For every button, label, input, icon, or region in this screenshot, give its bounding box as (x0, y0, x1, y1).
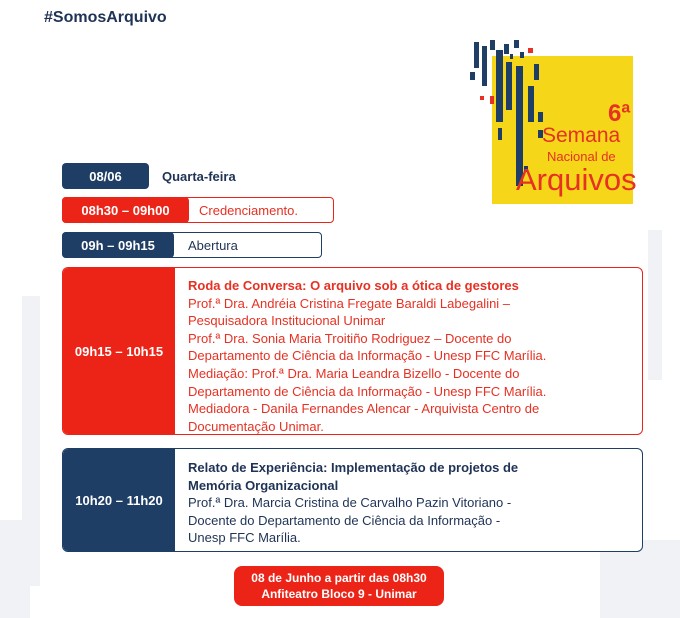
event-logo (462, 36, 662, 206)
abertura-label: Abertura (188, 238, 238, 253)
relato-title: Memória Organizacional (188, 477, 339, 493)
roda-line: Departamento de Ciência da Informação - Unesp FFC Marília. (188, 348, 547, 364)
hashtag: #SomosArquivo (44, 9, 167, 26)
logo-bar (520, 52, 524, 58)
relato-line: Docente do Departamento de Ciência da Informação - (188, 512, 501, 528)
logo-bar (504, 44, 509, 54)
logo-bar (538, 112, 543, 122)
logo-bar (470, 72, 475, 80)
relato-line: Unesp FFC Marília. (188, 530, 301, 546)
logo-bar (510, 54, 513, 59)
logo-bar (490, 40, 495, 50)
logo-bar (480, 96, 484, 100)
roda-line: Mediadora - Danila Fernandes Alencar - Arquivista Centro de (188, 401, 540, 417)
relato-time: 10h20 – 11h20 (63, 449, 175, 551)
background-decoration (0, 520, 30, 618)
relato-line: Prof.ª Dra. Marcia Cristina de Carvalho Pazin Vitoriano - (188, 495, 512, 511)
roda-title: Roda de Conversa: O arquivo sob a ótica de gestores (188, 278, 519, 293)
background-decoration (648, 230, 662, 380)
logo-bar (482, 46, 487, 86)
logo-word-arquivos: Arquivos (516, 162, 637, 197)
roda-line: Pesquisadora Institucional Unimar (188, 313, 386, 329)
logo-bar (514, 40, 519, 48)
roda-time: 09h15 – 10h15 (63, 268, 175, 434)
logo-bar (528, 48, 533, 53)
logo-bar (474, 42, 479, 68)
logo-bar (496, 50, 503, 122)
logo-bar (490, 96, 494, 104)
roda-line: Documentação Unimar. (188, 418, 324, 434)
relato-de-experiencia-block (62, 448, 643, 552)
roda-de-conversa-block (62, 267, 643, 435)
event-location-badge (234, 566, 444, 606)
footer-date-line: 08 de Junho a partir das 08h30 (251, 571, 427, 585)
relato-title: Relato de Experiência: Implementação de projetos de (188, 460, 519, 475)
relato-content (188, 459, 634, 547)
logo-word-semana: Semana (542, 124, 621, 147)
credenciamento-label: Credenciamento. (199, 203, 298, 218)
roda-line: Mediação: Prof.ª Dra. Maria Leandra Bizello - Docente do (188, 365, 520, 381)
logo-bar (498, 128, 502, 140)
roda-line: Prof.ª Dra. Andréia Cristina Fregate Baraldi Labegalini – (188, 295, 511, 311)
abertura-time: 09h – 09h15 (62, 232, 174, 258)
credenciamento-time: 08h30 – 09h00 (62, 197, 189, 223)
footer-location-line: Anfiteatro Bloco 9 - Unimar (261, 587, 417, 601)
weekday-label: Quarta-feira (162, 169, 236, 184)
date-pill: 08/06 (62, 163, 149, 189)
logo-word-nacional: Nacional de (547, 149, 616, 164)
logo-bar (528, 86, 534, 122)
roda-line: Prof.ª Dra. Sonia Maria Troitiño Rodriguez – Docente do (188, 330, 512, 346)
logo-bar (534, 64, 539, 80)
roda-line: Departamento de Ciência da Informação - Unesp FFC Marília. (188, 383, 547, 399)
logo-bar (506, 62, 512, 110)
logo-number: 6ª (608, 100, 631, 127)
roda-content (188, 277, 634, 435)
